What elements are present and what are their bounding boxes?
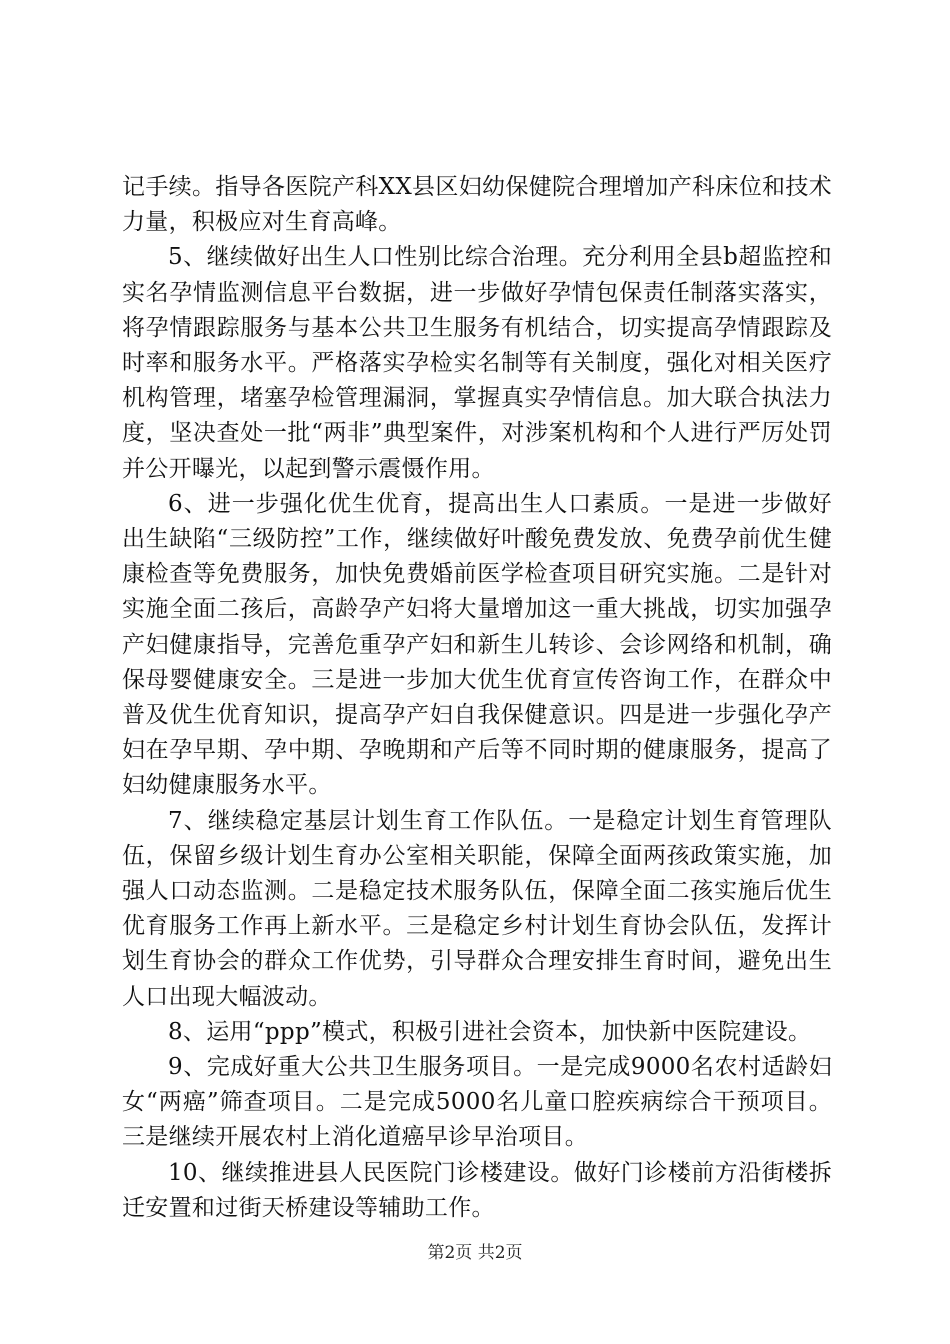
paragraph-item-6: 6、进一步强化优生优育，提高出生人口素质。一是进一步做好出生缺陷“三级防控”工作，继续做好叶酸免费发放、免费孕前优生健康检查等免费服务，加快免费婚前医学检查项目研究实施。二是针对实施全面二孩后，高龄孕产妇将大量增加这一重大挑战，切实加强孕产妇健康指导，完善危重孕产妇和新生儿转诊、会诊网络和机制，确保母婴健康安全。三是进一步加大优生优育宣传咨询工作，在群众中普及优生优育知识，提高孕产妇自我保健意识。四是进一步强化孕产妇在孕早期、孕中期、孕晚期和产后等不同时期的健康服务，提高了妇幼健康服务水平。 [122, 490, 832, 799]
paragraph-item-9: 9、完成好重大公共卫生服务项目。一是完成9000名农村适龄妇女“两癌”筛查项目。二是完成5000名儿童口腔疾病综合干预项目。三是继续开展农村上消化道癌早诊早治项目。 [122, 1054, 832, 1151]
page-number-footer: 第2页 共2页 [427, 1243, 523, 1263]
document-body [122, 170, 832, 1226]
paragraph-item-5: 5、继续做好出生人口性别比综合治理。充分利用全县b超监控和实名孕情监测信息平台数据，进一步做好孕情包保责任制落实落实，将孕情跟踪服务与基本公共卫生服务有机结合，切实提高孕情跟踪及时率和服务水平。严格落实孕检实名制等有关制度，强化对相关医疗机构管理，堵塞孕检管理漏洞，掌握真实孕情信息。加大联合执法力度，坚决查处一批“两非”典型案件，对涉案机构和个人进行严厉处罚并公开曝光，以起到警示震慑作用。 [122, 244, 832, 482]
paragraph-item-7: 7、继续稳定基层计划生育工作队伍。一是稳定计划生育管理队伍，保留乡级计划生育办公室相关职能，保障全面两孩政策实施，加强人口动态监测。二是稳定技术服务队伍，保障全面二孩实施后优生优育服务工作再上新水平。三是稳定乡村计划生育协会队伍，发挥计划生育协会的群众工作优势，引导群众合理安排生育时间，避免出生人口出现大幅波动。 [122, 807, 832, 1010]
paragraph-continuation: 记手续。指导各医院产科XX县区妇幼保健院合理增加产科床位和技术力量，积极应对生育高峰。 [122, 174, 832, 236]
paragraph-item-8: 8、运用“ppp”模式，积极引进社会资本，加快新中医院建设。 [168, 1018, 812, 1045]
paragraph-item-10: 10、继续推进县人民医院门诊楼建设。做好门诊楼前方沿街楼拆迁安置和过街天桥建设等辅助工作。 [122, 1159, 832, 1221]
